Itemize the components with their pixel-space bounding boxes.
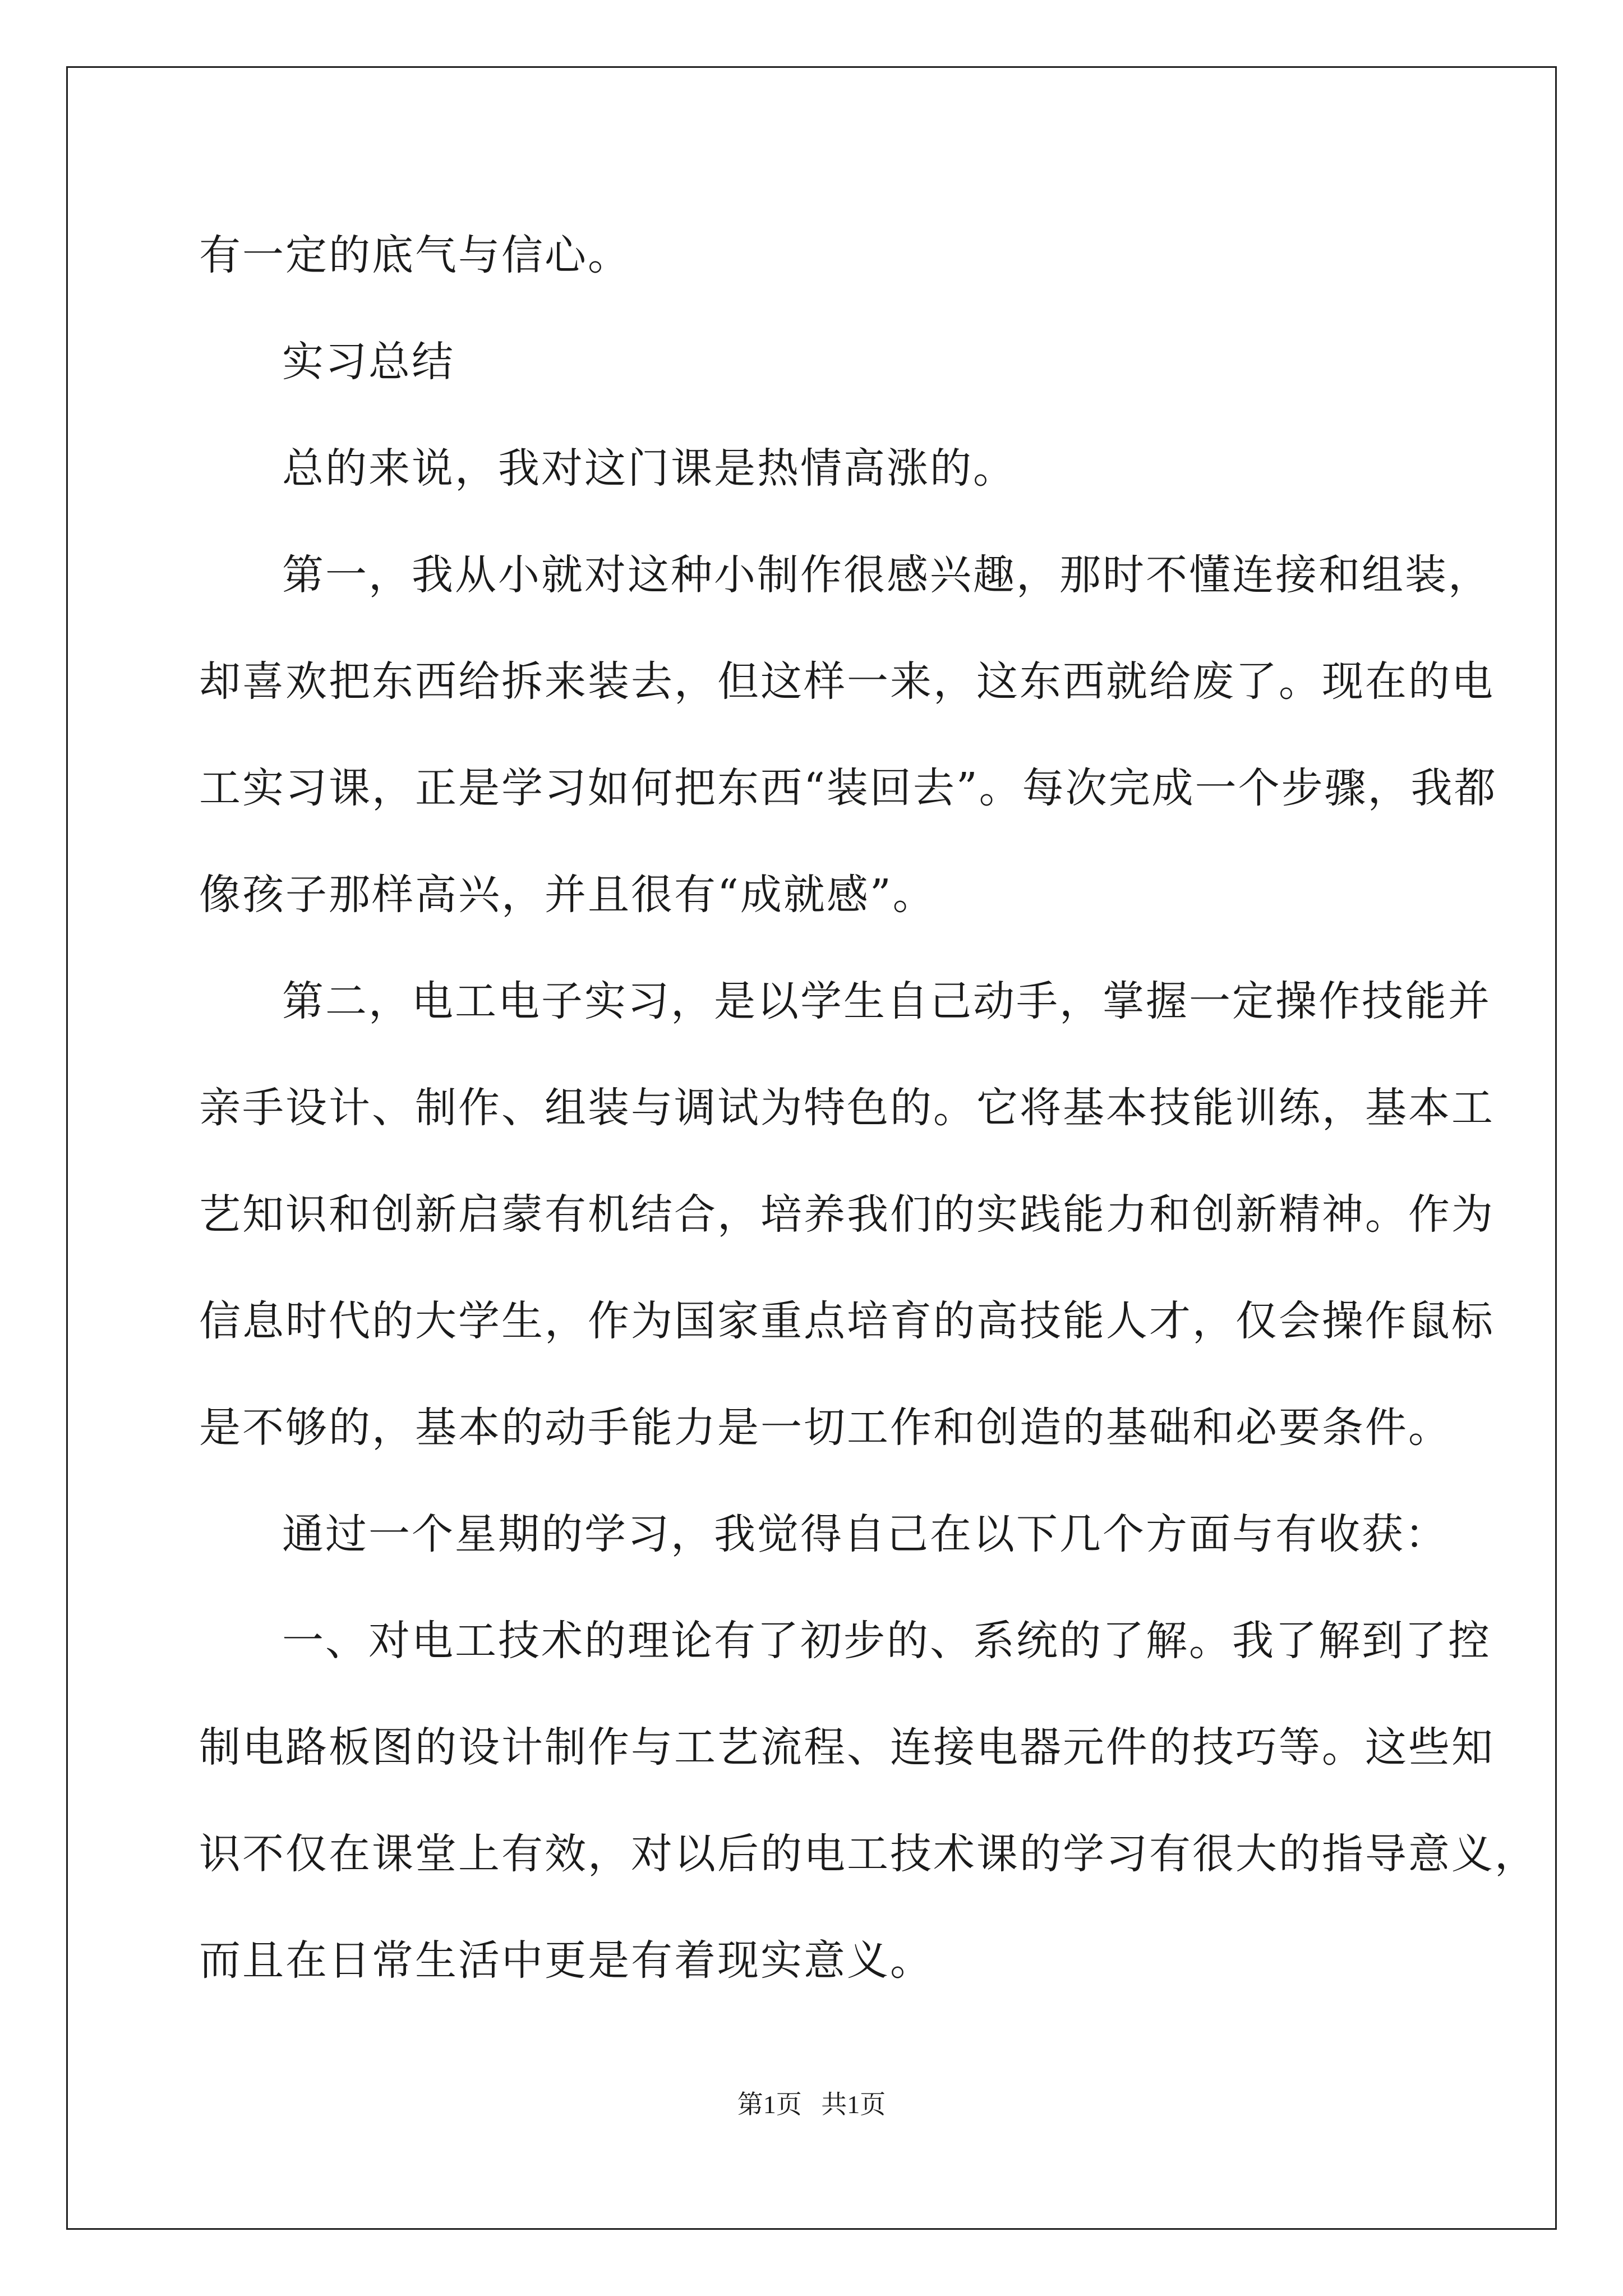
text-line: 是不够的，基本的动手能力是一切工作和创造的基础和必要条件。 xyxy=(199,1404,1451,1452)
text-line: 艺知识和创新启蒙有机结合，培养我们的实践能力和创新精神。作为 xyxy=(199,1190,1495,1239)
text-line: 亲手设计、制作、组装与调试为特色的。它将基本技能训练，基本工 xyxy=(199,1084,1495,1132)
text-line: 第一，我从小就对这种小制作很感兴趣，那时不懂连接和组装， xyxy=(282,551,1491,599)
document-body xyxy=(199,202,1538,2014)
text-line: 信息时代的大学生，作为国家重点培育的高技能人才，仅会操作鼠标 xyxy=(199,1297,1495,1345)
text-line: 实习总结 xyxy=(282,338,455,386)
text-line: 第二，电工电子实习，是以学生自己动手，掌握一定操作技能并 xyxy=(282,977,1491,1025)
text-line: 像孩子那样高兴，并且很有“成就感”。 xyxy=(199,871,936,919)
text-line: 识不仅在课堂上有效，对以后的电工技术课的学习有很大的指导意义， xyxy=(199,1830,1538,1878)
text-line: 一、对电工技术的理论有了初步的、系统的了解。我了解到了控 xyxy=(282,1617,1491,1665)
text-line: 却喜欢把东西给拆来装去，但这样一来，这东西就给废了。现在的电 xyxy=(199,657,1495,706)
text-line: 总的来说，我对这门课是热情高涨的。 xyxy=(282,444,1016,493)
page-footer: 第1页 共1页 xyxy=(737,2090,886,2119)
text-line: 有一定的底气与信心。 xyxy=(199,231,631,279)
text-line: 通过一个星期的学习，我觉得自己在以下几个方面与有收获： xyxy=(282,1510,1448,1558)
text-line: 制电路板图的设计制作与工艺流程、连接电器元件的技巧等。这些知 xyxy=(199,1723,1495,1772)
text-line: 而且在日常生活中更是有着现实意义。 xyxy=(199,1936,933,1985)
text-line: 工实习课，正是学习如何把东西“装回去”。每次完成一个步骤，我都 xyxy=(199,764,1497,812)
